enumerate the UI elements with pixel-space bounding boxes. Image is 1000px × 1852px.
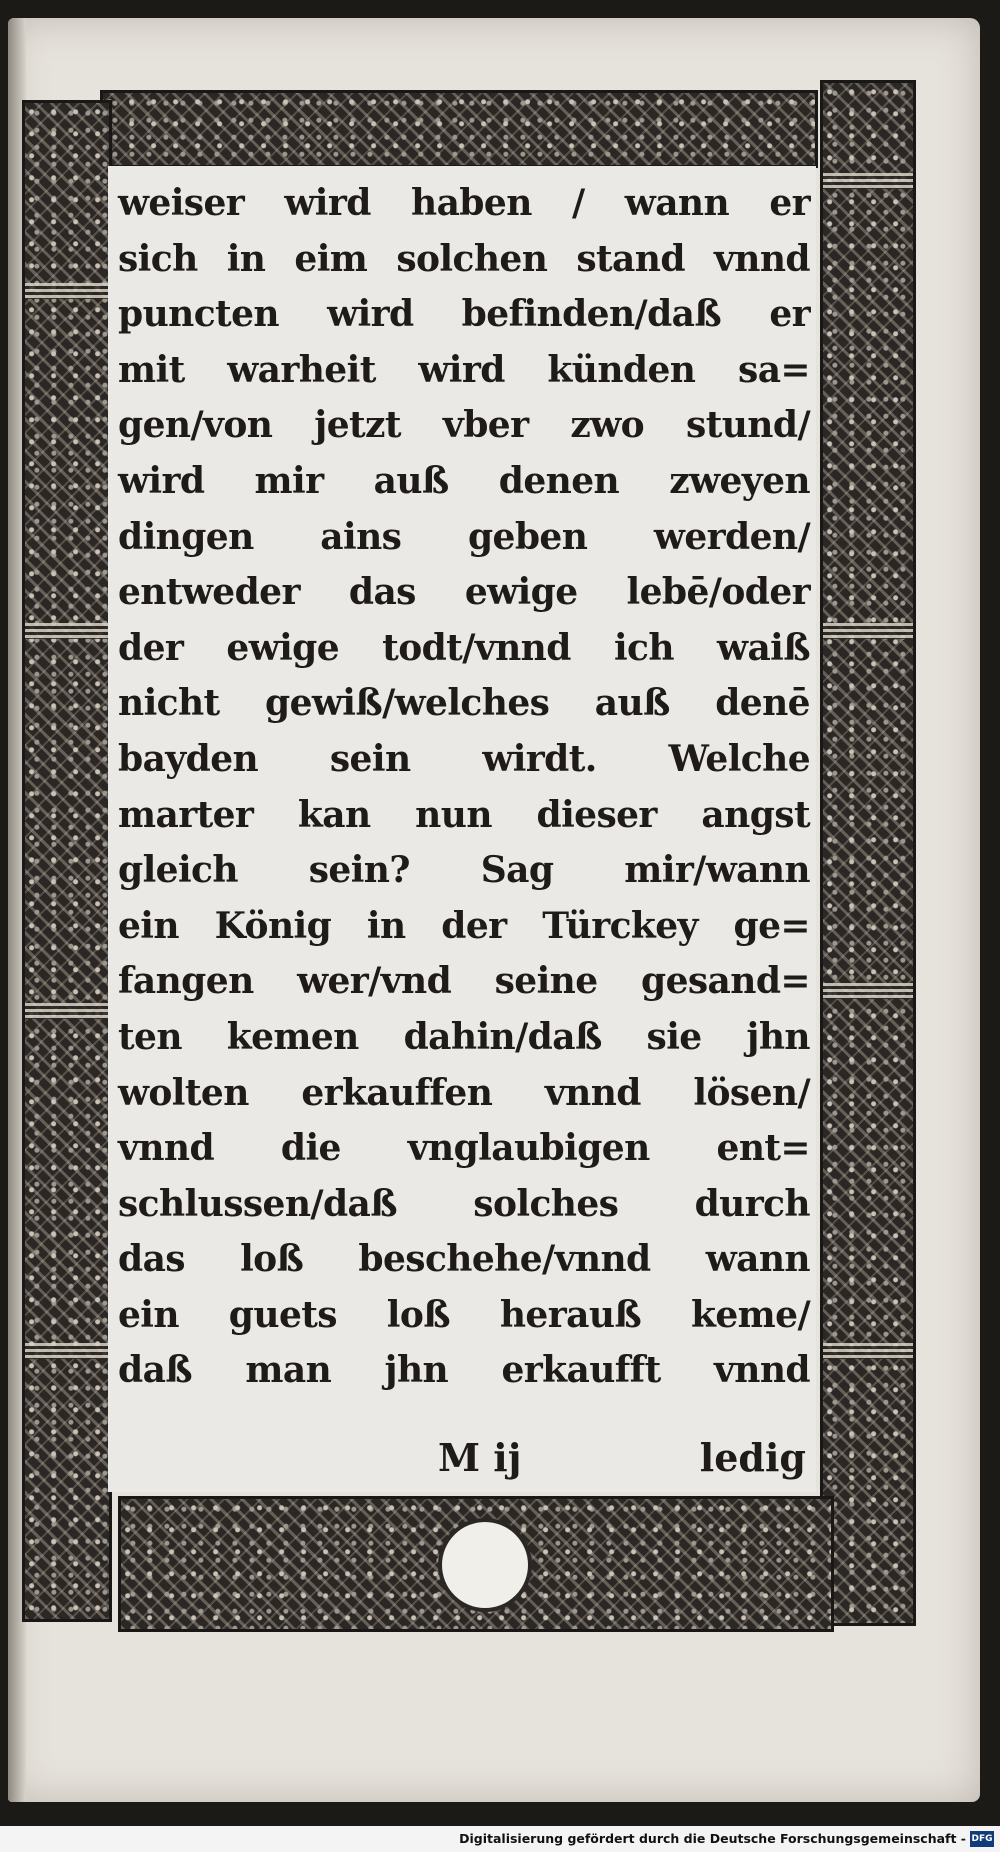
text-line: entweder das ewige lebē/oder (118, 571, 810, 614)
column-rib (823, 173, 913, 189)
text-line: gen/von jetzt vber zwo stund/ (118, 404, 810, 447)
text-line: wolten erkauffen vnnd lösen/ (118, 1071, 810, 1114)
text-line: marter kan nun dieser angst (118, 793, 810, 836)
page-text (118, 176, 810, 1399)
column-rib (823, 983, 913, 999)
text-line: gleich sein? Sag mir/wann (118, 849, 810, 892)
text-line: das loß beschehe/vnnd wann (118, 1238, 810, 1281)
blank-medallion-icon (438, 1518, 532, 1612)
column-rib (25, 283, 109, 299)
funding-credit-text: Digitalisierung gefördert durch die Deutsche Forschungsgemeinschaft - (459, 1831, 966, 1846)
text-line: vnnd die vnglaubigen ent= (118, 1127, 810, 1170)
signature-mark: M ij (438, 1435, 522, 1480)
column-rib (25, 623, 109, 639)
text-line: bayden sein wirdt. Welche (118, 737, 810, 780)
text-line: daß man jhn erkaufft vnnd (118, 1349, 810, 1392)
column-rib (25, 1003, 109, 1019)
text-line: der ewige todt/vnnd ich waiß (118, 626, 810, 669)
text-line: sich in eim solchen stand vnnd (118, 237, 810, 280)
text-line: schlussen/daß solches durch (118, 1182, 810, 1225)
dfg-logo-icon: DFG (970, 1831, 994, 1847)
column-rib (823, 623, 913, 639)
text-line: ten kemen dahin/daß sie jhn (118, 1015, 810, 1058)
text-line: fangen wer/vnd seine gesand= (118, 960, 810, 1003)
ornamental-border-top-icon (100, 90, 818, 168)
page-footer-line (118, 1430, 810, 1486)
text-line: weiser wird haben / wann er (118, 182, 810, 224)
digitization-credit-bar (0, 1826, 1000, 1852)
text-line: ein guets loß herauß keme/ (118, 1293, 810, 1336)
column-rib (25, 1343, 109, 1359)
text-line: mit warheit wird künden sa= (118, 348, 810, 391)
text-line: puncten wird befinden/daß er (118, 293, 810, 336)
catchword: ledig (699, 1435, 806, 1480)
text-line: ein König in der Türckey ge= (118, 904, 810, 947)
text-line: dingen ains geben werden/ (118, 515, 810, 558)
ornamental-border-left-icon (22, 100, 112, 1622)
column-rib (823, 1343, 913, 1359)
text-line: nicht gewiß/welches auß denē (118, 682, 810, 725)
ornamental-border-right-icon (820, 80, 916, 1626)
text-line: wird mir auß denen zweyen (118, 459, 810, 502)
